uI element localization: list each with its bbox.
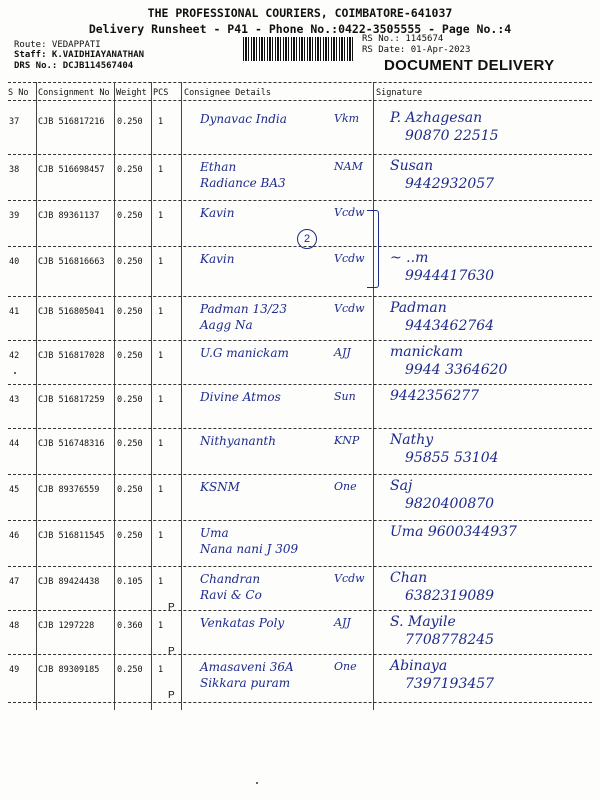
row-consignment-no: CJB 516811545 [38, 531, 105, 541]
row-consignee-line2: Nana nani J 309 [200, 542, 299, 556]
bracket-annotation [367, 210, 379, 288]
row-signature-phone: 9443462764 [405, 318, 495, 334]
col-weight: Weight [116, 88, 147, 98]
row-consignment-no: CJB 516817216 [38, 117, 105, 127]
row-p-mark: P [168, 602, 175, 613]
row-divider [8, 428, 592, 429]
row-area-code: Vcdw [334, 252, 365, 265]
row-sno: 46 [9, 531, 20, 541]
row-pcs: 1 [158, 257, 164, 267]
row-consignee-line2: Aagg Na [200, 318, 253, 332]
row-divider [8, 154, 592, 155]
col-sno: S No [8, 88, 29, 98]
row-consignee-line2: Radiance BA3 [200, 176, 286, 190]
row-area-code: Vcdw [334, 302, 365, 315]
row-area-code: One [334, 480, 357, 493]
row-divider [8, 566, 592, 567]
row-consignment-no: CJB 516816663 [38, 257, 105, 267]
header-bottom-rule [8, 100, 592, 101]
col-rule [373, 82, 374, 710]
row-consignee-name: Venkatas Poly [200, 616, 285, 630]
row-pcs: 1 [158, 531, 164, 541]
row-divider [8, 200, 592, 201]
row-pcs: 1 [158, 165, 164, 175]
row-signature-phone: 9442932057 [405, 176, 495, 192]
document-delivery-stamp: DOCUMENT DELIVERY [384, 57, 555, 74]
stray-mark [256, 782, 258, 784]
runsheet-company: THE PROFESSIONAL COURIERS, COIMBATORE-641037 [147, 6, 453, 20]
row-pcs: 1 [158, 439, 164, 449]
row-sno: 39 [9, 211, 20, 221]
row-consignee-name: Ethan [200, 160, 237, 174]
staff-label: Staff: K.VAIDHIAYANATHAN [14, 50, 145, 60]
row-consignment-no: CJB 516805041 [38, 307, 105, 317]
col-rule [181, 82, 182, 710]
row-area-code: Sun [334, 390, 356, 403]
row-consignee-name: Uma [200, 526, 229, 540]
row-consignment-no: CJB 516817028 [38, 351, 105, 361]
row-signature: 9442356277 [390, 388, 480, 404]
row-sno: 49 [9, 665, 20, 675]
row-weight: 0.250 [117, 531, 143, 541]
row-weight: 0.250 [117, 211, 143, 221]
row-signature: Nathy [390, 432, 434, 448]
row-consignee-name: Chandran [200, 572, 261, 586]
row-consignee-line2: Ravi & Co [200, 588, 262, 602]
row-pcs: 1 [158, 485, 164, 495]
row-divider [8, 340, 592, 341]
row-consignee-line2: Sikkara puram [200, 676, 291, 690]
drs-label: DRS No.: DCJB114567404 [14, 61, 134, 71]
row-consignee-name: Nithyananth [200, 434, 276, 448]
row-consignee-name: U.G manickam [200, 346, 289, 360]
row-area-code: NAM [334, 160, 363, 173]
row-consignee-name: Divine Atmos [200, 390, 281, 404]
row-consignee-name: Padman 13/23 [200, 302, 288, 316]
row-signature: Saj [390, 478, 413, 494]
row-weight: 0.250 [117, 439, 143, 449]
row-signature: manickam [390, 344, 464, 360]
row-divider [8, 384, 592, 385]
row-pcs: 1 [158, 351, 164, 361]
row-sno: 48 [9, 621, 20, 631]
row-sno: 44 [9, 439, 20, 449]
row-consignment-no: CJB 516698457 [38, 165, 105, 175]
row-consignment-no: CJB 89361137 [38, 211, 100, 221]
row-area-code: AJJ [334, 346, 351, 359]
row-pcs: 1 [158, 211, 164, 221]
row-consignee-name: Kavin [200, 206, 235, 220]
row-signature: ~ ..m [390, 250, 429, 266]
row-weight: 0.360 [117, 621, 143, 631]
row-sno: 40 [9, 257, 20, 267]
row-area-code: KNP [334, 434, 360, 447]
header-top-rule [8, 82, 592, 83]
row-sno: 43 [9, 395, 20, 405]
row-p-mark: P [168, 690, 175, 701]
row-p-mark: P [168, 646, 175, 657]
row-pcs: 1 [158, 117, 164, 127]
rs-date-label: RS Date: 01-Apr-2023 [362, 45, 471, 55]
row-weight: 0.250 [117, 395, 143, 405]
row-consignment-no: CJB 89424438 [38, 577, 100, 587]
row-divider [8, 702, 592, 703]
row-sno: 37 [9, 117, 20, 127]
row-signature: Chan [390, 570, 428, 586]
row-sno: 45 [9, 485, 20, 495]
row-signature-phone: 7397193457 [405, 676, 495, 692]
row-weight: 0.250 [117, 485, 143, 495]
row-signature-phone: 7708778245 [405, 632, 495, 648]
row-pcs: 1 [158, 307, 164, 317]
row-pcs: 1 [158, 395, 164, 405]
row-consignee-name: Kavin [200, 252, 235, 266]
row-weight: 0.250 [117, 117, 143, 127]
row-area-code: Vcdw [334, 206, 365, 219]
row-divider [8, 520, 592, 521]
row-weight: 0.250 [117, 257, 143, 267]
row-consignment-no: CJB 1297228 [38, 621, 95, 631]
col-pcs: PCS [153, 88, 169, 98]
row-consignee-name: Dynavac India [200, 112, 287, 126]
row-area-code: Vkm [334, 112, 360, 125]
barcode [243, 37, 353, 61]
row-signature-phone: 6382319089 [405, 588, 495, 604]
row-signature-phone: 9944 3364620 [405, 362, 508, 378]
row-divider [8, 610, 592, 611]
row-weight: 0.250 [117, 665, 143, 675]
row-area-code: One [334, 660, 357, 673]
row-sno: 38 [9, 165, 20, 175]
row-sno: 47 [9, 577, 20, 587]
row-pcs: 1 [158, 621, 164, 631]
row-consignment-no: CJB 89376559 [38, 485, 100, 495]
row-pcs: 1 [158, 665, 164, 675]
route-label: Route: VEDAPPATI [14, 40, 101, 50]
row-area-code: AJJ [334, 616, 351, 629]
row-divider [8, 654, 592, 655]
row-signature-phone: 9944417630 [405, 268, 495, 284]
row-consignment-no: CJB 516817259 [38, 395, 105, 405]
row-signature-phone: 9820400870 [405, 496, 495, 512]
col-rule [36, 82, 37, 710]
col-rule [151, 82, 152, 710]
row-sno: 41 [9, 307, 20, 317]
row-consignment-no: CJB 89309185 [38, 665, 100, 675]
runsheet-subtitle: Delivery Runsheet - P41 - Phone No.:0422-3505555 - Page No.:4 [88, 22, 512, 36]
row-divider [8, 474, 592, 475]
row-signature: Padman [390, 300, 447, 316]
row-signature-phone: 90870 22515 [405, 128, 499, 144]
row-area-code: Vcdw [334, 572, 365, 585]
row-consignment-no: CJB 516748316 [38, 439, 105, 449]
row-signature: Uma 9600344937 [390, 524, 517, 540]
row-signature: S. Mayile [390, 614, 456, 630]
row-pcs: 1 [158, 577, 164, 587]
row-sno: 42 [9, 351, 20, 361]
row-weight: 0.250 [117, 351, 143, 361]
stray-mark [14, 372, 16, 374]
row-weight: 0.250 [117, 307, 143, 317]
row-signature: Abinaya [390, 658, 448, 674]
rs-no-label: RS No.: 1145674 [362, 34, 444, 44]
col-rule [114, 82, 115, 710]
row-consignee-name: KSNM [200, 480, 240, 494]
row-signature: P. Azhagesan [390, 110, 483, 126]
row-divider [8, 296, 592, 297]
row-weight: 0.105 [117, 577, 143, 587]
row-signature-phone: 95855 53104 [405, 450, 499, 466]
col-signature: Signature [376, 88, 423, 98]
row-weight: 0.250 [117, 165, 143, 175]
col-consignment: Consignment No [38, 88, 110, 98]
row-consignee-name: Amasaveni 36A [200, 660, 294, 674]
row-signature: Susan [390, 158, 434, 174]
col-consignee: Consignee Details [184, 88, 271, 98]
circled-number-annotation: 2 [297, 229, 317, 249]
